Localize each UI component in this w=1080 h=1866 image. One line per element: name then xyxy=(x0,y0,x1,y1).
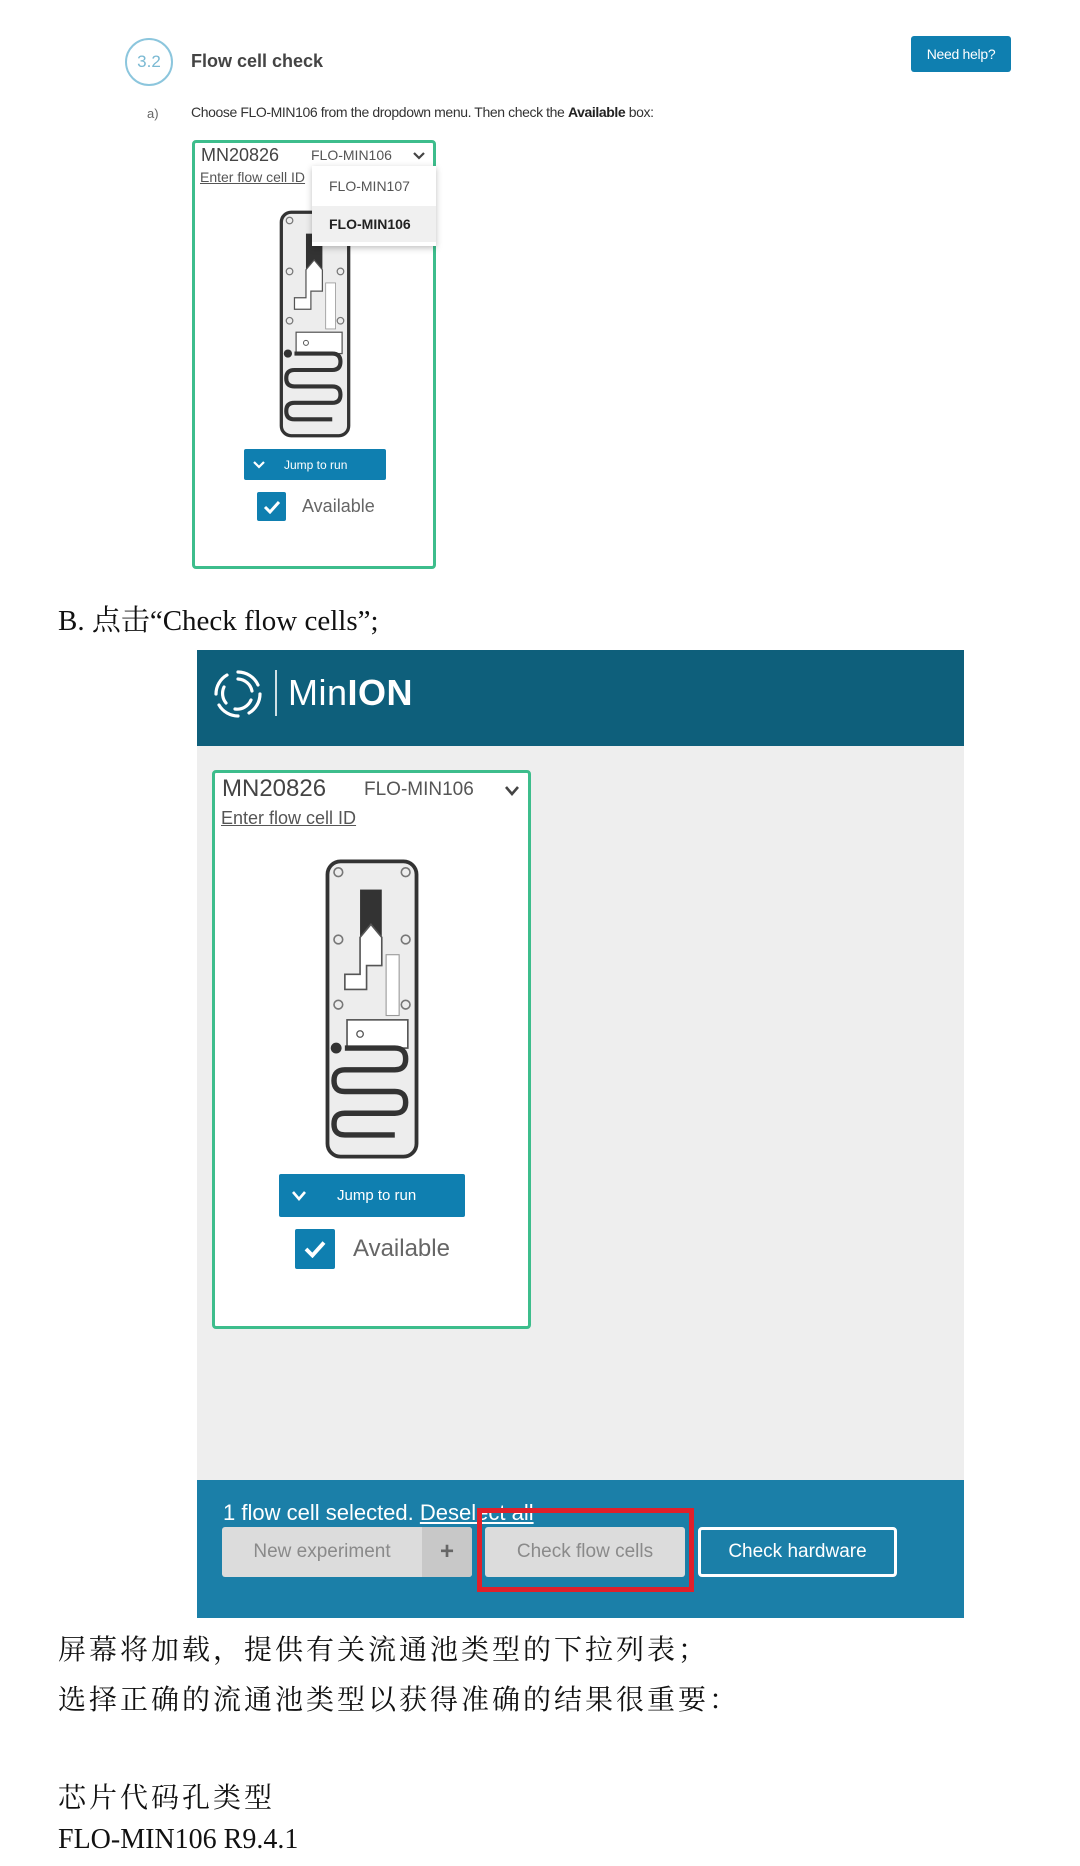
paragraph: 屏幕将加载，提供有关流通池类型的下拉列表； xyxy=(58,1635,710,1666)
flow-cell-type-dropdown xyxy=(312,166,436,246)
logo-icon xyxy=(211,667,265,721)
chevron-down-icon xyxy=(291,1190,307,1202)
available-label: Available xyxy=(302,496,375,516)
highlight-box xyxy=(477,1508,694,1592)
flow-cell-card xyxy=(212,770,531,1329)
check-icon xyxy=(303,1240,327,1258)
paragraph: FLO-MIN106 R9.4.1 xyxy=(58,1824,299,1855)
enter-flow-cell-id-link[interactable]: Enter flow cell ID xyxy=(221,808,357,828)
jump-to-run-button[interactable]: Jump to run xyxy=(279,1174,465,1217)
step-title: Flow cell check xyxy=(191,51,324,71)
check-flow-cells-button[interactable]: Check flow cells xyxy=(485,1527,685,1577)
deselect-all-link[interactable]: Deselect all xyxy=(419,1500,534,1525)
position-id: MN20826 xyxy=(222,775,327,802)
app-logo: MinION xyxy=(288,672,414,713)
flow-cell-type-select[interactable]: FLO-MIN106 xyxy=(311,147,392,163)
available-checkbox[interactable] xyxy=(295,1229,335,1269)
check-icon xyxy=(263,500,281,514)
paragraph: 选择正确的流通池类型以获得准确的结果很重要： xyxy=(58,1685,741,1716)
app-header xyxy=(197,650,964,746)
minion-window xyxy=(197,650,964,1618)
enter-flow-cell-id-link[interactable]: Enter flow cell ID xyxy=(200,169,306,185)
available-label: Available xyxy=(353,1235,450,1262)
dropdown-option-selected[interactable]: FLO-MIN106 xyxy=(312,206,436,242)
flow-cell-icon xyxy=(323,857,421,1161)
check-hardware-button[interactable]: Check hardware xyxy=(698,1527,897,1577)
plus-icon[interactable]: + xyxy=(422,1527,472,1577)
need-help-button[interactable]: Need help? xyxy=(911,36,1011,72)
flow-cell-type-select[interactable]: FLO-MIN106 xyxy=(364,779,474,800)
logo-divider xyxy=(275,670,277,716)
new-experiment-button[interactable]: New experiment + xyxy=(222,1527,472,1577)
caption-b: B. 点击“Check flow cells”; xyxy=(58,605,379,637)
dropdown-option[interactable]: FLO-MIN107 xyxy=(329,178,410,194)
step-number-badge: 3.2 xyxy=(125,38,173,86)
chevron-down-icon[interactable] xyxy=(504,785,520,797)
jump-to-run-button[interactable]: Jump to run xyxy=(244,449,386,480)
position-id: MN20826 xyxy=(201,145,280,165)
step-instruction: Choose FLO-MIN106 from the dropdown menu. Then check the Available box: xyxy=(191,104,654,120)
chevron-down-icon[interactable] xyxy=(412,151,426,161)
step-letter: a) xyxy=(147,106,159,121)
paragraph: 芯片代码孔类型 xyxy=(58,1783,276,1814)
available-checkbox[interactable] xyxy=(257,492,286,521)
chevron-down-icon xyxy=(252,460,266,470)
selection-status: 1 flow cell selected. Deselect all xyxy=(223,1500,534,1525)
